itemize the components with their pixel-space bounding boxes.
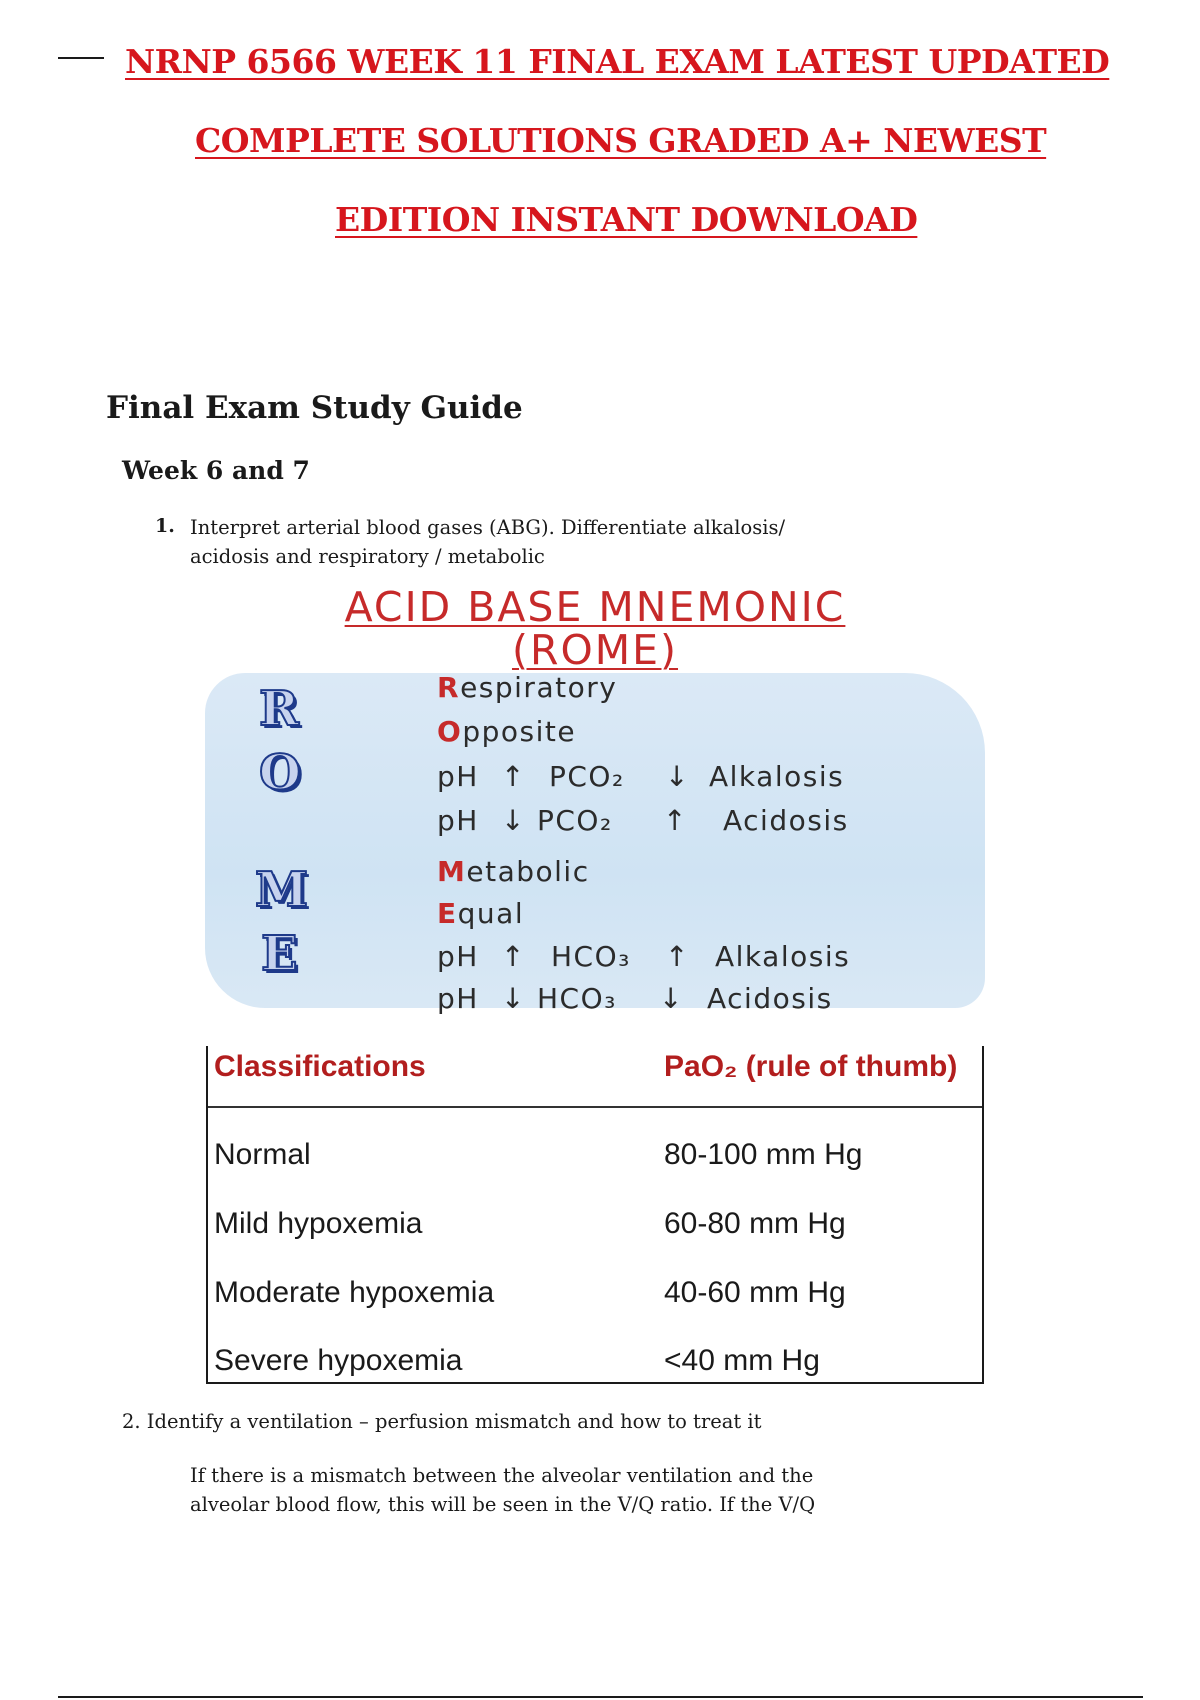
table-cell-value: 80-100 mm Hg — [664, 1138, 863, 1171]
page-bottom-rule — [58, 1696, 1143, 1698]
rome-mnemonic-figure — [205, 583, 985, 1025]
mnemonic-title: ACID BASE MNEMONIC — [344, 583, 846, 631]
week-heading: Week 6 and 7 — [122, 456, 310, 485]
table-cell-value: <40 mm Hg — [664, 1344, 820, 1377]
letter-r-icon: R — [259, 681, 299, 737]
table-cell-class: Normal — [214, 1138, 311, 1171]
question-1-text: Interpret arterial blood gases (ABG). Differentiate alkalosis/ acidosis and respiratory / metabolic — [190, 516, 786, 568]
mnemonic-line-met-acidosis: pH ↓ HCO₃ ↓ Acidosis — [437, 982, 833, 1015]
question-1-number: 1. — [155, 515, 175, 537]
mnemonic-line-opposite: Opposite — [437, 715, 577, 748]
mnemonic-line-equal: Equal — [437, 897, 525, 930]
question-2-answer: If there is a mismatch between the alveolar ventilation and the alveolar blood flow, this will be seen in the V/Q ratio. If the V/Q — [190, 1464, 816, 1516]
table-cell-class: Mild hypoxemia — [214, 1207, 423, 1240]
table-cell-class: Severe hypoxemia — [214, 1344, 463, 1377]
question-2-text: 2. Identify a ventilation – perfusion mismatch and how to treat it — [122, 1410, 762, 1433]
mnemonic-line-metabolic: Metabolic — [437, 855, 590, 888]
letter-o-icon: O — [259, 745, 301, 801]
mnemonic-line-respiratory: Respiratory — [437, 671, 618, 704]
table-header-pao2: PaO₂ (rule of thumb) — [664, 1050, 958, 1083]
pao2-classification-table — [206, 1046, 984, 1384]
letter-m-icon: M — [255, 862, 309, 918]
mnemonic-line-met-alkalosis: pH ↑ HCO₃ ↑ Alkalosis — [437, 940, 851, 973]
doc-title-line-3: EDITION INSTANT DOWNLOAD — [335, 200, 918, 239]
study-guide-title: Final Exam Study Guide — [106, 390, 523, 426]
table-header-rule — [208, 1106, 982, 1108]
table-header-classifications: Classifications — [214, 1050, 426, 1083]
letter-e-icon: E — [261, 926, 298, 982]
mnemonic-subtitle: (ROME) — [511, 626, 679, 674]
doc-title-line-1: NRNP 6566 WEEK 11 FINAL EXAM LATEST UPDATED — [125, 42, 1110, 81]
mnemonic-line-resp-acidosis: pH ↓ PCO₂ ↑ Acidosis — [437, 804, 849, 837]
header-dash — [58, 57, 104, 59]
mnemonic-line-resp-alkalosis: pH ↑ PCO₂ ↓ Alkalosis — [437, 760, 845, 793]
doc-title-line-2: COMPLETE SOLUTIONS GRADED A+ NEWEST — [195, 121, 1047, 160]
table-cell-class: Moderate hypoxemia — [214, 1276, 495, 1309]
table-cell-value: 60-80 mm Hg — [664, 1207, 846, 1240]
table-cell-value: 40-60 mm Hg — [664, 1276, 846, 1309]
